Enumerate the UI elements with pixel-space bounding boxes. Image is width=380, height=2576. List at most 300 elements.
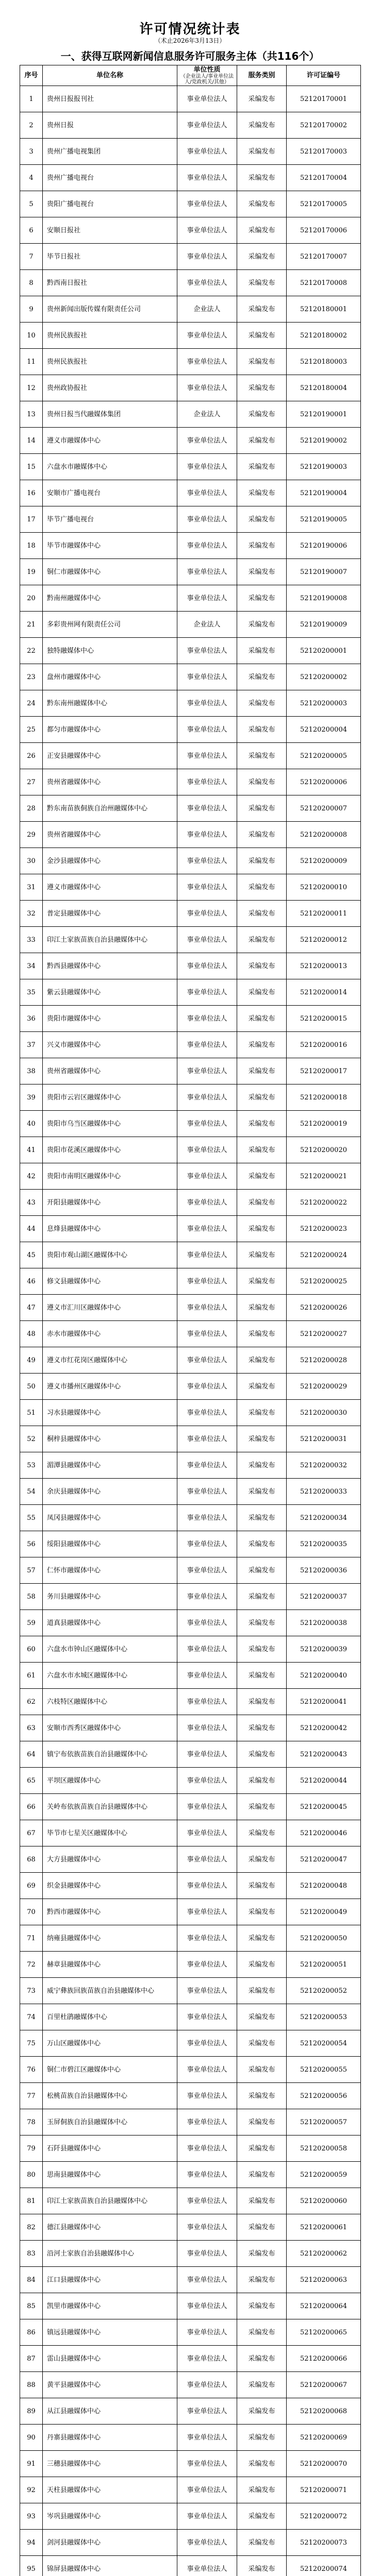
row-license: 52120200026 (287, 1295, 361, 1321)
table-row (20, 506, 361, 533)
row-seq: 34 (20, 953, 43, 979)
row-category: 采编发布 (237, 2267, 287, 2293)
row-seq: 82 (20, 2214, 43, 2241)
row-category: 采编发布 (237, 769, 287, 795)
row-category: 采编发布 (237, 86, 287, 112)
row-category: 采编发布 (237, 323, 287, 349)
row-seq: 17 (20, 506, 43, 533)
row-seq: 73 (20, 1978, 43, 2004)
table-row (20, 1584, 361, 1610)
row-category: 采编发布 (237, 217, 287, 244)
row-category: 采编发布 (237, 480, 287, 506)
row-nature: 事业单位法人 (177, 953, 237, 979)
row-seq: 41 (20, 1137, 43, 1163)
row-license: 52120200012 (287, 927, 361, 953)
row-name: 湄潭县融媒体中心 (43, 1452, 177, 1479)
row-name: 三穗县融媒体中心 (43, 2451, 177, 2477)
table-row (20, 1347, 361, 1374)
row-category: 采编发布 (237, 270, 287, 296)
row-category: 采编发布 (237, 874, 287, 901)
row-category: 采编发布 (237, 139, 287, 165)
row-license: 52120200017 (287, 1058, 361, 1084)
row-license: 52120200038 (287, 1610, 361, 1636)
row-name: 贵州广播电视台 (43, 165, 177, 191)
table-row (20, 2319, 361, 2346)
license-table (20, 65, 361, 2576)
row-seq: 42 (20, 1163, 43, 1190)
table-row (20, 953, 361, 979)
row-nature: 事业单位法人 (177, 191, 237, 217)
row-seq: 22 (20, 638, 43, 664)
row-nature: 事业单位法人 (177, 2162, 237, 2188)
row-seq: 40 (20, 1111, 43, 1137)
row-name: 金沙县融媒体中心 (43, 848, 177, 874)
row-license: 52120170001 (287, 86, 361, 112)
row-name: 贵阳市融媒体中心 (43, 1006, 177, 1032)
table-row (20, 901, 361, 927)
row-name: 纳雍县融媒体中心 (43, 1925, 177, 1952)
row-license: 52120180001 (287, 296, 361, 323)
row-nature: 事业单位法人 (177, 874, 237, 901)
row-license: 52120200022 (287, 1190, 361, 1216)
row-name: 开阳县融媒体中心 (43, 1190, 177, 1216)
table-row (20, 1846, 361, 1873)
row-license: 52120200029 (287, 1374, 361, 1400)
row-name: 贵州省融媒体中心 (43, 822, 177, 848)
table-row (20, 1689, 361, 1715)
row-seq: 92 (20, 2477, 43, 2503)
row-seq: 85 (20, 2293, 43, 2319)
row-category: 采编发布 (237, 953, 287, 979)
row-name: 丹寨县融媒体中心 (43, 2425, 177, 2451)
row-name: 六盘水市钟山区融媒体中心 (43, 1636, 177, 1663)
row-license: 52120200050 (287, 1925, 361, 1952)
table-row (20, 2057, 361, 2083)
table-row (20, 2503, 361, 2530)
row-license: 52120200016 (287, 1032, 361, 1058)
row-license: 52120190008 (287, 585, 361, 612)
table-row (20, 454, 361, 480)
row-nature: 事业单位法人 (177, 1058, 237, 1084)
row-license: 52120200051 (287, 1952, 361, 1978)
row-nature: 事业单位法人 (177, 1452, 237, 1479)
row-seq: 71 (20, 1925, 43, 1952)
row-seq: 4 (20, 165, 43, 191)
row-seq: 29 (20, 822, 43, 848)
row-nature: 事业单位法人 (177, 1006, 237, 1032)
row-category: 采编发布 (237, 2346, 287, 2372)
table-row (20, 2477, 361, 2503)
row-seq: 61 (20, 1663, 43, 1689)
row-nature: 事业单位法人 (177, 1321, 237, 1347)
row-category: 采编发布 (237, 1768, 287, 1794)
row-license: 52120200030 (287, 1400, 361, 1426)
row-nature: 事业单位法人 (177, 2425, 237, 2451)
row-license: 52120200034 (287, 1505, 361, 1531)
row-seq: 59 (20, 1610, 43, 1636)
row-license: 52120200048 (287, 1873, 361, 1899)
table-row (20, 1032, 361, 1058)
row-seq: 64 (20, 1741, 43, 1768)
row-nature: 事业单位法人 (177, 1426, 237, 1452)
row-category: 采编发布 (237, 927, 287, 953)
row-name: 贵阳市观山湖区融媒体中心 (43, 1242, 177, 1268)
row-nature: 事业单位法人 (177, 1347, 237, 1374)
row-nature: 事业单位法人 (177, 1557, 237, 1584)
row-seq: 28 (20, 795, 43, 822)
row-category: 采编发布 (237, 2530, 287, 2556)
row-seq: 93 (20, 2503, 43, 2530)
row-seq: 33 (20, 927, 43, 953)
row-name: 雷山县融媒体中心 (43, 2346, 177, 2372)
row-seq: 52 (20, 1426, 43, 1452)
table-row (20, 874, 361, 901)
row-name: 赤水市融媒体中心 (43, 1321, 177, 1347)
row-seq: 80 (20, 2162, 43, 2188)
table-row (20, 296, 361, 323)
row-license: 52120200036 (287, 1557, 361, 1584)
row-seq: 44 (20, 1216, 43, 1242)
row-seq: 60 (20, 1636, 43, 1663)
row-license: 52120200003 (287, 690, 361, 717)
row-nature: 事业单位法人 (177, 848, 237, 874)
table-row (20, 1557, 361, 1584)
row-seq: 89 (20, 2398, 43, 2425)
row-seq: 47 (20, 1295, 43, 1321)
row-name: 务川县融媒体中心 (43, 1584, 177, 1610)
row-category: 采编发布 (237, 1689, 287, 1715)
row-category: 采编发布 (237, 1006, 287, 1032)
row-seq: 20 (20, 585, 43, 612)
row-category: 采编发布 (237, 244, 287, 270)
row-name: 遵义市汇川区融媒体中心 (43, 1295, 177, 1321)
row-nature: 事业单位法人 (177, 1584, 237, 1610)
row-name: 贵州日报当代融媒体集团 (43, 401, 177, 428)
table-row (20, 2004, 361, 2030)
row-seq: 31 (20, 874, 43, 901)
table-row (20, 1242, 361, 1268)
row-name: 贵州新闻出版传媒有限责任公司 (43, 296, 177, 323)
table-row (20, 1426, 361, 1452)
row-license: 52120190005 (287, 506, 361, 533)
table-row (20, 165, 361, 191)
table-row (20, 1452, 361, 1479)
table-row (20, 1952, 361, 1978)
table-row (20, 1768, 361, 1794)
row-license: 52120200071 (287, 2477, 361, 2503)
row-nature: 事业单位法人 (177, 1032, 237, 1058)
row-license: 52120200002 (287, 664, 361, 690)
row-license: 52120170008 (287, 270, 361, 296)
row-category: 采编发布 (237, 1452, 287, 1479)
row-category: 采编发布 (237, 2451, 287, 2477)
row-license: 52120200046 (287, 1820, 361, 1846)
row-license: 52120170003 (287, 139, 361, 165)
row-seq: 38 (20, 1058, 43, 1084)
row-nature: 事业单位法人 (177, 717, 237, 743)
table-row (20, 1295, 361, 1321)
row-nature: 事业单位法人 (177, 2214, 237, 2241)
row-category: 采编发布 (237, 2030, 287, 2057)
row-category: 采编发布 (237, 533, 287, 559)
row-nature: 事业单位法人 (177, 1084, 237, 1111)
row-license: 52120200008 (287, 822, 361, 848)
row-category: 采编发布 (237, 612, 287, 638)
row-seq: 36 (20, 1006, 43, 1032)
row-license: 52120180003 (287, 349, 361, 375)
row-seq: 11 (20, 349, 43, 375)
header-row (20, 65, 361, 86)
row-name: 毕节广播电视台 (43, 506, 177, 533)
table-row (20, 927, 361, 953)
row-seq: 26 (20, 743, 43, 769)
row-name: 正安县融媒体中心 (43, 743, 177, 769)
row-license: 52120200005 (287, 743, 361, 769)
row-license: 52120190006 (287, 533, 361, 559)
table-row (20, 743, 361, 769)
row-seq: 2 (20, 112, 43, 139)
row-name: 思南县融媒体中心 (43, 2162, 177, 2188)
row-seq: 32 (20, 901, 43, 927)
row-nature: 事业单位法人 (177, 822, 237, 848)
row-category: 采编发布 (237, 2556, 287, 2576)
row-category: 采编发布 (237, 112, 287, 139)
row-category: 采编发布 (237, 2004, 287, 2030)
row-license: 52120200009 (287, 848, 361, 874)
row-name: 紫云县融媒体中心 (43, 979, 177, 1006)
row-seq: 5 (20, 191, 43, 217)
row-seq: 23 (20, 664, 43, 690)
row-category: 采编发布 (237, 1084, 287, 1111)
row-name: 安顺日报社 (43, 217, 177, 244)
row-license: 52120170007 (287, 244, 361, 270)
row-category: 采编发布 (237, 1268, 287, 1295)
row-nature: 事业单位法人 (177, 480, 237, 506)
row-name: 绥阳县融媒体中心 (43, 1531, 177, 1557)
row-license: 52120200049 (287, 1899, 361, 1925)
row-name: 遵义市融媒体中心 (43, 428, 177, 454)
row-category: 采编发布 (237, 1715, 287, 1741)
row-nature: 事业单位法人 (177, 1636, 237, 1663)
row-nature: 事业单位法人 (177, 428, 237, 454)
row-license: 52120200043 (287, 1741, 361, 1768)
table-row (20, 1505, 361, 1531)
row-nature: 事业单位法人 (177, 795, 237, 822)
table-row (20, 1663, 361, 1689)
table-row (20, 1820, 361, 1846)
row-nature: 事业单位法人 (177, 1978, 237, 2004)
table-row (20, 1111, 361, 1137)
row-nature: 事业单位法人 (177, 901, 237, 927)
row-license: 52120200019 (287, 1111, 361, 1137)
row-name: 六盘水市水城区融媒体中心 (43, 1663, 177, 1689)
row-name: 剑河县融媒体中心 (43, 2530, 177, 2556)
row-seq: 14 (20, 428, 43, 454)
row-name: 贵阳市乌当区融媒体中心 (43, 1111, 177, 1137)
row-license: 52120200061 (287, 2214, 361, 2241)
row-nature: 事业单位法人 (177, 743, 237, 769)
row-seq: 88 (20, 2372, 43, 2398)
row-nature: 企业法人 (177, 296, 237, 323)
row-name: 黔西市融媒体中心 (43, 1899, 177, 1925)
row-category: 采编发布 (237, 559, 287, 585)
row-license: 52120200028 (287, 1347, 361, 1374)
row-name: 毕节市融媒体中心 (43, 533, 177, 559)
row-seq: 15 (20, 454, 43, 480)
row-seq: 75 (20, 2030, 43, 2057)
table-row (20, 822, 361, 848)
row-name: 遵义市融媒体中心 (43, 874, 177, 901)
table-row (20, 2556, 361, 2576)
row-nature: 事业单位法人 (177, 1111, 237, 1137)
row-name: 铜仁市碧江区融媒体中心 (43, 2057, 177, 2083)
row-name: 都匀市融媒体中心 (43, 717, 177, 743)
table-row (20, 1084, 361, 1111)
table-row (20, 1978, 361, 2004)
table-row (20, 1873, 361, 1899)
row-category: 采编发布 (237, 1610, 287, 1636)
row-seq: 57 (20, 1557, 43, 1584)
row-name: 关岭布依族苗族自治县融媒体中心 (43, 1794, 177, 1820)
row-nature: 事业单位法人 (177, 1899, 237, 1925)
row-category: 采编发布 (237, 375, 287, 401)
row-license: 52120200073 (287, 2530, 361, 2556)
row-nature: 企业法人 (177, 401, 237, 428)
row-seq: 1 (20, 86, 43, 112)
row-name: 贵州民族报社 (43, 349, 177, 375)
table-row (20, 2083, 361, 2109)
row-name: 赫章县融媒体中心 (43, 1952, 177, 1978)
table-row (20, 2425, 361, 2451)
row-seq: 66 (20, 1794, 43, 1820)
table-row (20, 638, 361, 664)
header-license: 许可证编号 (287, 65, 361, 86)
row-nature: 事业单位法人 (177, 1820, 237, 1846)
row-name: 桐梓县融媒体中心 (43, 1426, 177, 1452)
row-nature: 事业单位法人 (177, 2451, 237, 2477)
row-license: 52120200024 (287, 1242, 361, 1268)
row-name: 余庆县融媒体中心 (43, 1479, 177, 1505)
row-name: 玉屏侗族自治县融媒体中心 (43, 2109, 177, 2136)
row-name: 息烽县融媒体中心 (43, 1216, 177, 1242)
row-nature: 事业单位法人 (177, 1374, 237, 1400)
row-nature: 事业单位法人 (177, 2346, 237, 2372)
row-seq: 48 (20, 1321, 43, 1347)
row-category: 采编发布 (237, 1374, 287, 1400)
row-license: 52120200027 (287, 1321, 361, 1347)
row-name: 镇远县融媒体中心 (43, 2319, 177, 2346)
row-category: 采编发布 (237, 1321, 287, 1347)
row-name: 安顺市西秀区融媒体中心 (43, 1715, 177, 1741)
row-category: 采编发布 (237, 1794, 287, 1820)
table-row (20, 848, 361, 874)
row-category: 采编发布 (237, 2425, 287, 2451)
row-category: 采编发布 (237, 848, 287, 874)
row-category: 采编发布 (237, 2241, 287, 2267)
header-nature (177, 65, 237, 86)
row-category: 采编发布 (237, 1557, 287, 1584)
row-nature: 事业单位法人 (177, 2398, 237, 2425)
table-row (20, 690, 361, 717)
row-seq: 79 (20, 2136, 43, 2162)
row-nature: 事业单位法人 (177, 1925, 237, 1952)
row-category: 采编发布 (237, 1636, 287, 1663)
row-seq: 76 (20, 2057, 43, 2083)
row-license: 52120200041 (287, 1689, 361, 1715)
row-category: 采编发布 (237, 1899, 287, 1925)
row-name: 黔东南州融媒体中心 (43, 690, 177, 717)
row-seq: 83 (20, 2241, 43, 2267)
row-nature: 事业单位法人 (177, 585, 237, 612)
row-license: 52120190009 (287, 612, 361, 638)
row-name: 六枝特区融媒体中心 (43, 1689, 177, 1715)
row-seq: 67 (20, 1820, 43, 1846)
row-license: 52120200032 (287, 1452, 361, 1479)
row-category: 采编发布 (237, 2477, 287, 2503)
row-category: 采编发布 (237, 2372, 287, 2398)
row-name: 江口县融媒体中心 (43, 2267, 177, 2293)
row-category: 采编发布 (237, 1846, 287, 1873)
row-license: 52120200007 (287, 795, 361, 822)
row-license: 52120200014 (287, 979, 361, 1006)
row-nature: 事业单位法人 (177, 1479, 237, 1505)
table-row (20, 1006, 361, 1032)
table-body (20, 86, 361, 2576)
row-category: 采编发布 (237, 822, 287, 848)
row-name: 松桃苗族自治县融媒体中心 (43, 2083, 177, 2109)
row-name: 黔西县融媒体中心 (43, 953, 177, 979)
table-row (20, 1400, 361, 1426)
row-nature: 事业单位法人 (177, 506, 237, 533)
table-row (20, 2372, 361, 2398)
row-license: 52120200060 (287, 2188, 361, 2214)
row-seq: 95 (20, 2556, 43, 2576)
row-name: 盘州市融媒体中心 (43, 664, 177, 690)
row-nature: 事业单位法人 (177, 2083, 237, 2109)
row-license: 52120200018 (287, 1084, 361, 1111)
row-nature: 事业单位法人 (177, 1715, 237, 1741)
table-row (20, 401, 361, 428)
row-category: 采编发布 (237, 1058, 287, 1084)
row-license: 52120200063 (287, 2267, 361, 2293)
row-seq: 46 (20, 1268, 43, 1295)
row-category: 采编发布 (237, 1978, 287, 2004)
row-name: 平坝区融媒体中心 (43, 1768, 177, 1794)
table-row (20, 349, 361, 375)
row-nature: 事业单位法人 (177, 1952, 237, 1978)
row-license: 52120200054 (287, 2030, 361, 2057)
row-name: 黄平县融媒体中心 (43, 2372, 177, 2398)
header-category: 服务类别 (237, 65, 287, 86)
row-seq: 45 (20, 1242, 43, 1268)
row-nature: 事业单位法人 (177, 1846, 237, 1873)
row-license: 52120200072 (287, 2503, 361, 2530)
row-category: 采编发布 (237, 2293, 287, 2319)
row-nature: 事业单位法人 (177, 244, 237, 270)
table-row (20, 1058, 361, 1084)
row-category: 采编发布 (237, 664, 287, 690)
row-license: 52120200062 (287, 2241, 361, 2267)
row-nature: 事业单位法人 (177, 1163, 237, 1190)
table-row (20, 2109, 361, 2136)
row-nature: 事业单位法人 (177, 139, 237, 165)
row-category: 采编发布 (237, 1531, 287, 1557)
row-name: 遵义市红花岗区融媒体中心 (43, 1347, 177, 1374)
row-name: 贵州日报 (43, 112, 177, 139)
row-license: 52120200040 (287, 1663, 361, 1689)
row-license: 52120200006 (287, 769, 361, 795)
row-seq: 69 (20, 1873, 43, 1899)
